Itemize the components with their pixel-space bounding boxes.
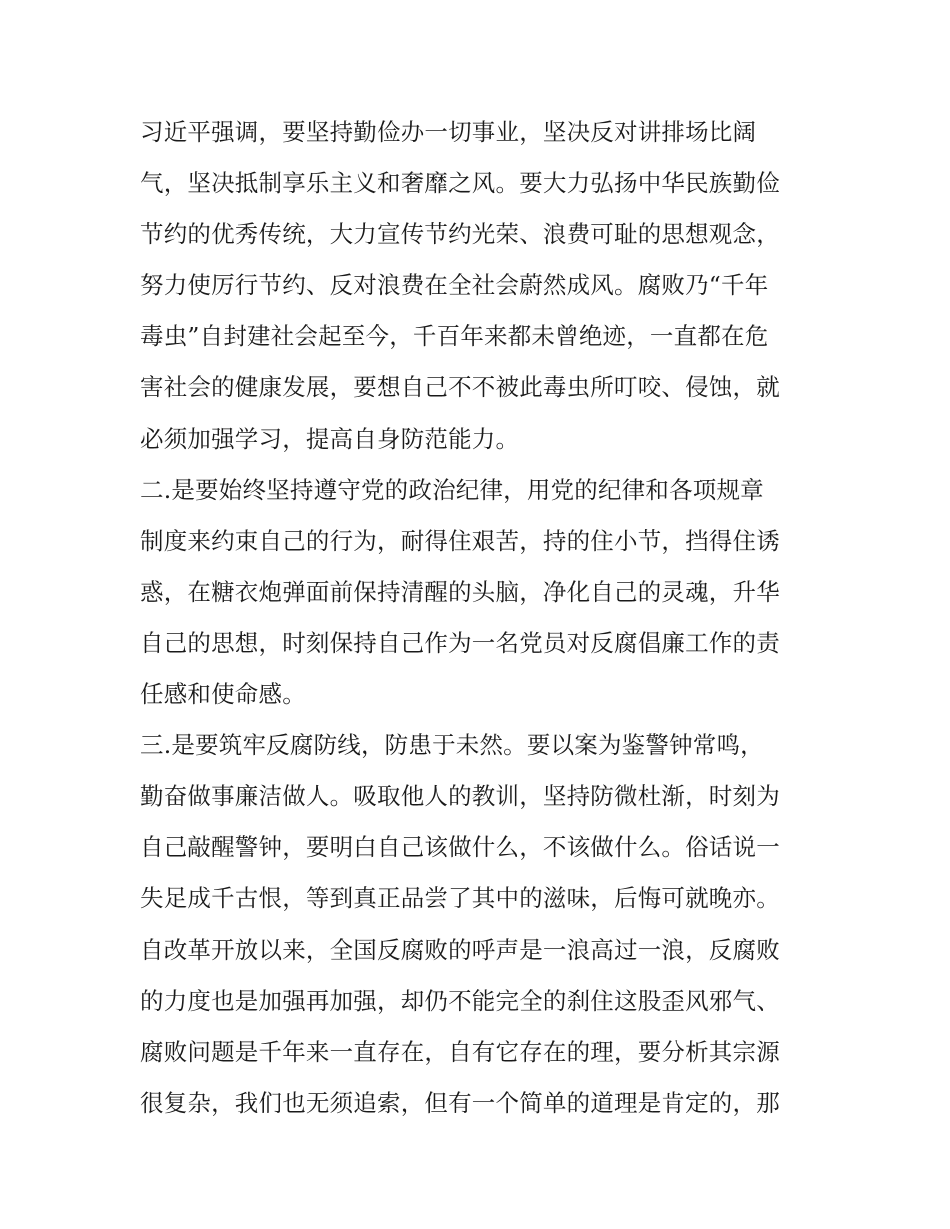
text-line: 毒虫”自封建社会起至今，千百年来都未曾绝迹，一直都在危 — [140, 322, 769, 351]
text-line: 自己敲醒警钟，要明白自己该做什么，不该做什么。俗话说一 — [140, 833, 780, 862]
text-line: 努力使厉行节约、反对浪费在全社会蔚然成风。腐败乃“千年 — [140, 271, 769, 300]
text-line: 必须加强学习，提高自身防范能力。 — [140, 424, 520, 453]
text-line: 自己的思想，时刻保持自己作为一名党员对反腐倡廉工作的责 — [140, 628, 780, 657]
text-line: 的力度也是加强再加强，却仍不能完全的刹住这股歪风邪气、 — [140, 986, 780, 1015]
text-line: 任感和使命感。 — [140, 680, 306, 709]
text-line: 惑，在糖衣炮弹面前保持清醒的头脑，净化自己的灵魂，升华 — [140, 577, 780, 606]
text-line: 失足成千古恨，等到真正品尝了其中的滋味，后悔可就晚亦。 — [140, 884, 780, 913]
text-line: 习近平强调，要坚持勤俭办一切事业，坚决反对讲排场比阔 — [140, 118, 757, 146]
text-line: 腐败问题是千年来一直存在，自有它存在的理，要分析其宗源 — [140, 1037, 780, 1066]
text-line: 制度来约束自己的行为，耐得住艰苦，持的住小节，挡得住诱 — [140, 526, 780, 555]
text-line: 害社会的健康发展，要想自己不不被此毒虫所叮咬、侵蚀，就 — [140, 373, 780, 402]
document-body — [140, 107, 820, 1129]
text-line: 节约的优秀传统，大力宣传节约光荣、浪费可耻的思想观念， — [140, 220, 780, 249]
text-line: 三.是要筑牢反腐防线，防患于未然。要以案为鉴警钟常鸣， — [140, 731, 764, 760]
text-line: 勤奋做事廉洁做人。吸取他人的教训，坚持防微杜渐，时刻为 — [140, 782, 780, 811]
text-line: 气，坚决抵制享乐主义和奢靡之风。要大力弘扬中华民族勤俭 — [140, 169, 780, 198]
text-line: 自改革开放以来，全国反腐败的呼声是一浪高过一浪，反腐败 — [140, 935, 780, 964]
text-line: 二.是要始终坚持遵守党的政治纪律，用党的纪律和各项规章 — [140, 475, 764, 504]
text-line: 很复杂，我们也无须追索，但有一个简单的道理是肯定的，那 — [140, 1088, 780, 1117]
